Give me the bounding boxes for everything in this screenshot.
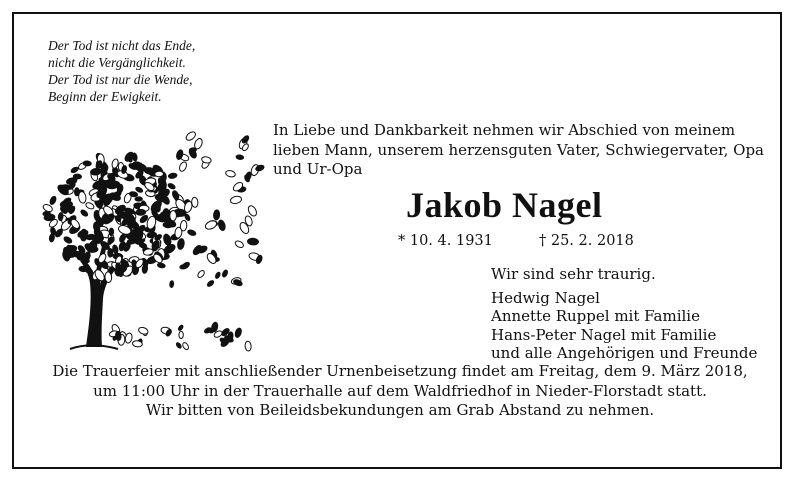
- mourners-intro: Wir sind sehr traurig.: [491, 265, 656, 283]
- poem-line: nicht die Vergänglichkeit.: [48, 55, 186, 70]
- mourner-name: Hedwig Nagel: [491, 288, 600, 307]
- announcement-line: In Liebe und Dankbarkeit nehmen wir Abschied von meinem: [273, 121, 736, 139]
- announcement-line: lieben Mann, unserem herzensguten Vater, Schwiegervater, Opa: [273, 140, 765, 159]
- poem-line: Der Tod ist nicht das Ende,: [48, 38, 196, 53]
- mourners-list: [491, 265, 757, 363]
- announcement-text: [273, 121, 773, 180]
- funeral-line: um 11:00 Uhr in der Trauerhalle auf dem Waldfriedhof in Nieder-Florstadt statt.: [93, 381, 707, 400]
- mourner-name: Hans-Peter Nagel mit Familie: [491, 325, 717, 344]
- mourner-name: Annette Ruppel mit Familie: [491, 307, 700, 325]
- poem-line: Beginn der Ewigkeit.: [48, 89, 162, 104]
- mourner-name: und alle Angehörigen und Freunde: [491, 344, 758, 362]
- funeral-details: [30, 362, 770, 421]
- funeral-line: Wir bitten von Beileidsbekundungen am Grab Abstand zu nehmen.: [145, 401, 655, 419]
- poem: [48, 37, 195, 105]
- tree-with-falling-leaves-icon: [40, 125, 270, 355]
- poem-line: Der Tod ist nur die Wende,: [48, 72, 193, 87]
- death-date: † 25. 2. 2018: [539, 233, 634, 249]
- deceased-name: Jakob Nagel: [406, 185, 603, 225]
- announcement-line: und Ur-Opa: [273, 160, 363, 178]
- birth-date: * 10. 4. 1931: [398, 233, 493, 249]
- funeral-line: Die Trauerfeier mit anschließender Urnenbeisetzung findet am Freitag, dem 9. März 2018,: [52, 362, 748, 380]
